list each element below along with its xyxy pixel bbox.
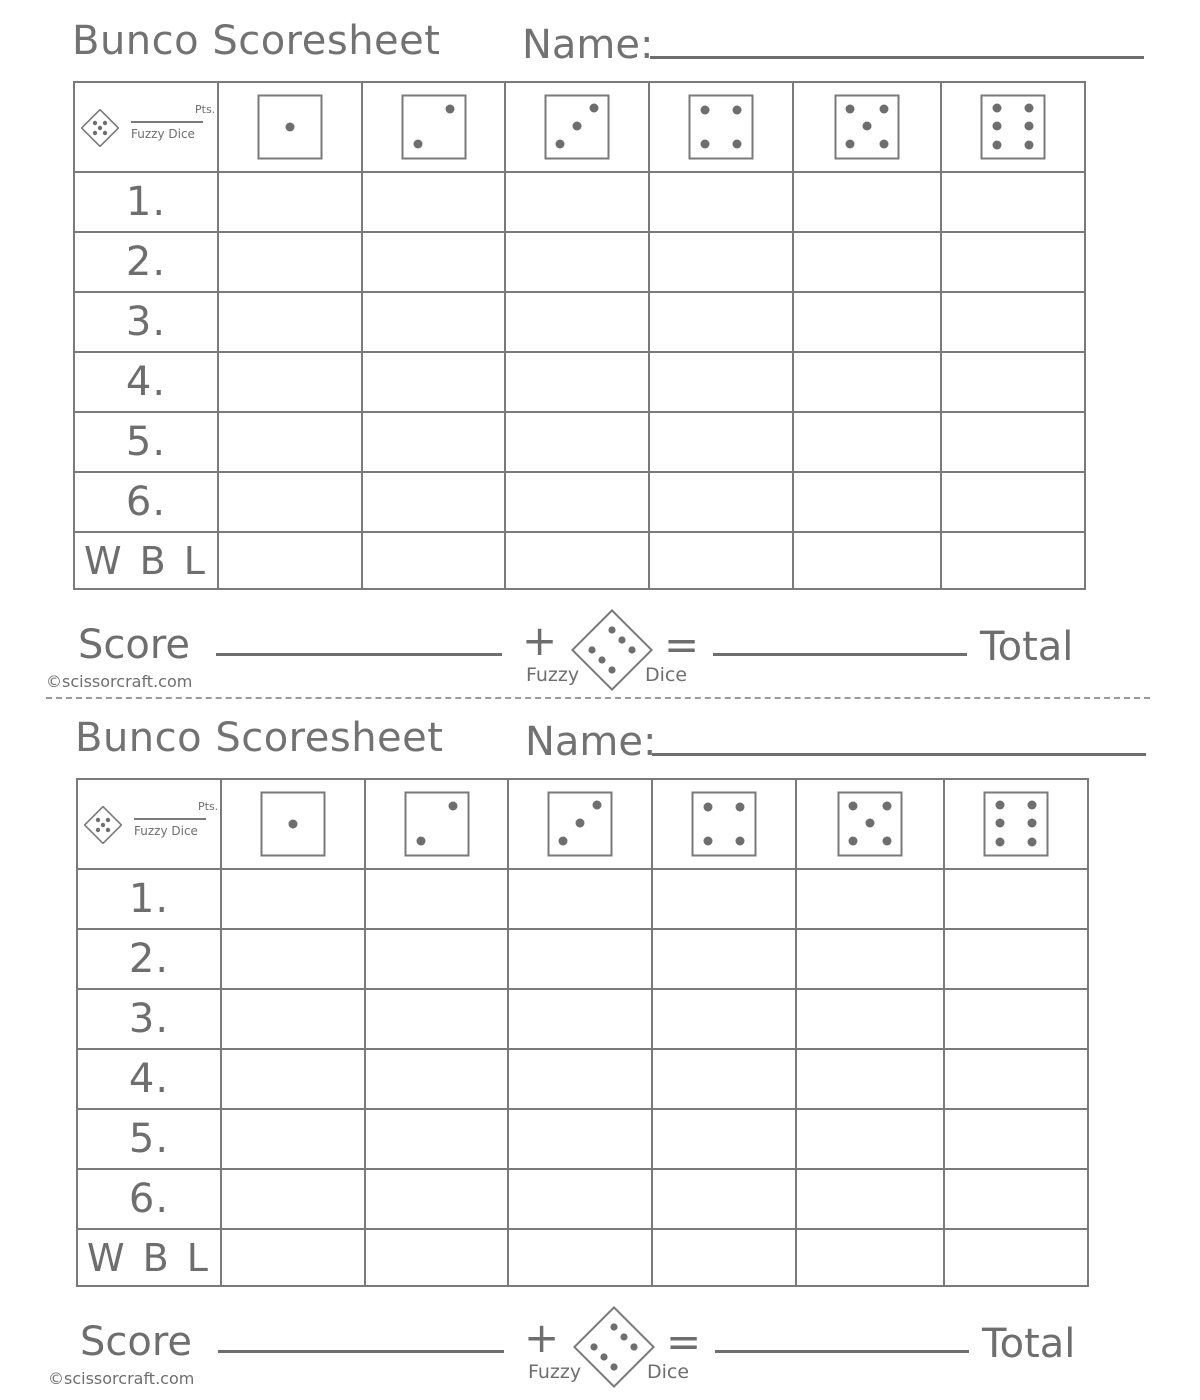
die-three-icon [547,791,613,857]
score-cell[interactable] [793,292,941,352]
score-cell[interactable] [944,1109,1088,1169]
die-five-header [793,82,941,172]
name-field[interactable] [650,56,1144,59]
die-one-icon [257,94,323,160]
score-cell[interactable] [505,412,649,472]
die-five-icon [837,791,903,857]
score-cell[interactable] [652,989,796,1049]
name-label: Name: [522,22,654,68]
score-cell[interactable] [362,532,505,589]
score-cell[interactable] [796,1109,944,1169]
score-cell[interactable] [649,472,793,532]
die-six-header [941,82,1085,172]
die-four-icon [691,791,757,857]
score-cell[interactable] [221,869,365,929]
score-cell[interactable] [944,1229,1088,1286]
score-cell[interactable] [505,352,649,412]
score-cell[interactable] [796,1229,944,1286]
dice-label: Dice [645,664,688,686]
score-cell[interactable] [652,869,796,929]
score-cell[interactable] [793,172,941,232]
row-label-6: 6. [74,472,218,532]
row-label-1: 1. [74,172,218,232]
score-cell[interactable] [365,1229,508,1286]
score-cell[interactable] [944,1169,1088,1229]
legend-pts: Pts. [195,103,216,116]
score-cell[interactable] [508,1169,652,1229]
score-cell[interactable] [362,472,505,532]
score-cell[interactable] [944,869,1088,929]
fuzzy-label: Fuzzy [526,664,580,686]
score-cell[interactable] [362,292,505,352]
legend-fuzzy-dice: Fuzzy Dice [134,824,198,838]
plus-sign: + [522,616,558,665]
legend-divider [131,121,203,123]
score-cell[interactable] [652,1229,796,1286]
score-cell[interactable] [796,989,944,1049]
score-cell[interactable] [649,412,793,472]
die-two-header [362,82,505,172]
die-one-icon [260,791,326,857]
score-cell[interactable] [362,352,505,412]
score-cell[interactable] [505,532,649,589]
die-four-header [649,82,793,172]
row-label-2: 2. [74,232,218,292]
score-cell[interactable] [796,1169,944,1229]
score-cell[interactable] [944,989,1088,1049]
scoresheet-bottom [0,697,1200,1394]
fuzzy-label: Fuzzy [528,1361,582,1383]
row-label-6: 6. [77,1169,221,1229]
score-cell[interactable] [793,532,941,589]
die-two-header [365,779,508,869]
score-cell[interactable] [218,232,362,292]
score-cell[interactable] [508,1229,652,1286]
score-cell[interactable] [508,869,652,929]
row-label-3: 3. [74,292,218,352]
score-cell[interactable] [652,1169,796,1229]
legend-cell [74,82,218,172]
row-label-2: 2. [77,929,221,989]
score-cell[interactable] [218,472,362,532]
score-cell[interactable] [221,929,365,989]
sheet-title: Bunco Scoresheet [72,18,441,64]
score-field[interactable] [216,653,502,656]
total-field[interactable] [713,653,967,656]
score-cell[interactable] [505,172,649,232]
score-label: Score [80,1319,193,1365]
row-label-wbl: W B L [74,532,218,589]
score-cell[interactable] [941,472,1085,532]
score-cell[interactable] [221,1109,365,1169]
dice-label: Dice [647,1361,690,1383]
score-cell[interactable] [218,352,362,412]
score-cell[interactable] [508,1109,652,1169]
score-cell[interactable] [649,352,793,412]
legend-divider [134,818,206,820]
die-one-header [218,82,362,172]
score-cell[interactable] [796,929,944,989]
score-grid [76,778,1089,1287]
legend-cell [77,779,221,869]
die-five-header [796,779,944,869]
sheet-title: Bunco Scoresheet [75,715,444,761]
score-cell[interactable] [796,1049,944,1109]
die-five-icon [570,608,654,692]
score-cell[interactable] [365,989,508,1049]
score-cell[interactable] [505,232,649,292]
copyright-text: ©scissorcraft.com [46,672,193,691]
plus-sign: + [524,1313,560,1362]
score-cell[interactable] [649,532,793,589]
score-cell[interactable] [793,232,941,292]
score-cell[interactable] [941,532,1085,589]
score-cell[interactable] [796,869,944,929]
legend-fuzzy-dice: Fuzzy Dice [131,127,195,141]
score-cell[interactable] [221,1229,365,1286]
row-label-5: 5. [74,412,218,472]
score-cell[interactable] [362,232,505,292]
row-label-3: 3. [77,989,221,1049]
score-cell[interactable] [649,292,793,352]
name-field[interactable] [652,753,1146,756]
equals-sign: = [664,620,700,669]
row-label-4: 4. [77,1049,221,1109]
score-cell[interactable] [218,292,362,352]
total-label: Total [980,624,1074,670]
die-one-header [221,779,365,869]
die-six-icon [983,791,1049,857]
die-six-icon [980,94,1046,160]
score-cell[interactable] [793,472,941,532]
total-field[interactable] [715,1350,969,1353]
score-cell[interactable] [941,352,1085,412]
score-cell[interactable] [652,929,796,989]
score-cell[interactable] [508,989,652,1049]
die-five-icon [834,94,900,160]
die-two-icon [404,791,470,857]
row-label-wbl: W B L [77,1229,221,1286]
legend-pts: Pts. [198,800,219,813]
score-cell[interactable] [365,929,508,989]
score-cell[interactable] [793,352,941,412]
die-four-icon [688,94,754,160]
score-cell[interactable] [362,172,505,232]
score-cell[interactable] [505,292,649,352]
row-label-1: 1. [77,869,221,929]
scoresheet-top [0,0,1200,697]
row-label-5: 5. [77,1109,221,1169]
die-five-icon [572,1305,656,1389]
score-cell[interactable] [941,292,1085,352]
score-cell[interactable] [944,929,1088,989]
score-cell[interactable] [218,172,362,232]
score-cell[interactable] [362,412,505,472]
score-cell[interactable] [221,1169,365,1229]
die-five-icon [81,109,119,147]
row-label-4: 4. [74,352,218,412]
total-label: Total [982,1321,1076,1367]
equals-sign: = [666,1317,702,1366]
die-three-header [505,82,649,172]
score-grid [73,81,1086,590]
score-cell[interactable] [941,412,1085,472]
die-five-icon [84,806,122,844]
score-cell[interactable] [505,472,649,532]
score-cell[interactable] [941,172,1085,232]
score-cell[interactable] [941,232,1085,292]
score-cell[interactable] [365,1049,508,1109]
score-field[interactable] [218,1350,504,1353]
die-six-header [944,779,1088,869]
die-three-header [508,779,652,869]
score-cell[interactable] [944,1049,1088,1109]
score-label: Score [78,622,191,668]
die-four-header [652,779,796,869]
score-cell[interactable] [365,1109,508,1169]
name-label: Name: [525,719,657,765]
die-three-icon [544,94,610,160]
score-cell[interactable] [508,1049,652,1109]
score-cell[interactable] [221,989,365,1049]
score-cell[interactable] [793,412,941,472]
copyright-text: ©scissorcraft.com [48,1369,195,1388]
score-cell[interactable] [218,412,362,472]
score-cell[interactable] [365,869,508,929]
score-cell[interactable] [652,1109,796,1169]
score-cell[interactable] [218,532,362,589]
score-cell[interactable] [221,1049,365,1109]
score-cell[interactable] [365,1169,508,1229]
score-cell[interactable] [649,172,793,232]
score-cell[interactable] [652,1049,796,1109]
die-two-icon [401,94,467,160]
score-cell[interactable] [508,929,652,989]
score-cell[interactable] [649,232,793,292]
